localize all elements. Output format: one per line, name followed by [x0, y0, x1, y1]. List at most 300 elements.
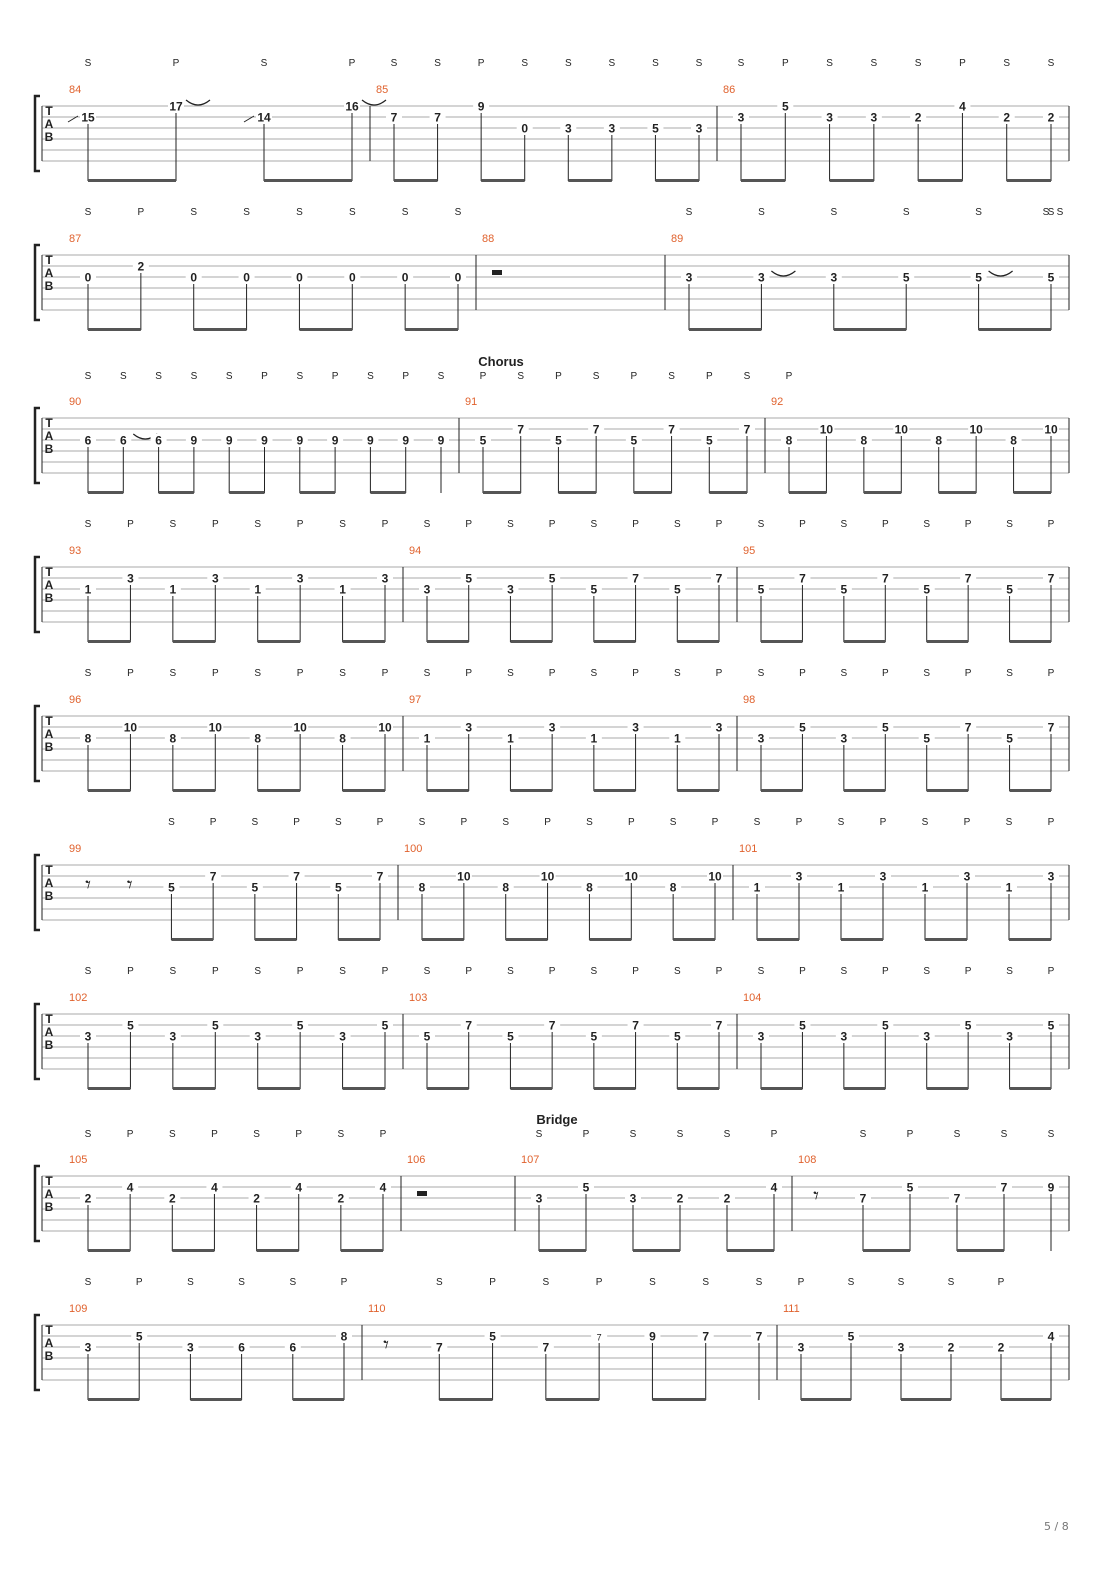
technique-mark: S	[84, 1277, 92, 1288]
measure-number: 85	[376, 84, 389, 96]
technique-mark: S	[629, 1129, 637, 1140]
fret-number: 3	[963, 869, 971, 884]
beam	[927, 640, 968, 643]
technique-mark: S	[168, 817, 175, 828]
measure-number: 86	[723, 84, 736, 96]
fret-number: 5	[590, 582, 598, 597]
technique-mark: S	[1006, 966, 1013, 977]
tab-system	[35, 58, 1069, 182]
measure-number: 105	[69, 1154, 88, 1166]
technique-mark: S	[401, 207, 409, 218]
fret-number: 8	[339, 731, 346, 746]
technique-mark: P	[799, 668, 806, 679]
technique-mark: S	[673, 668, 681, 679]
fret-number: 3	[84, 1029, 92, 1044]
technique-mark: P	[137, 207, 145, 218]
technique-mark: P	[632, 519, 639, 530]
fret-number: 9	[190, 433, 198, 448]
technique-mark: S	[435, 1277, 443, 1288]
technique-mark: S	[190, 207, 198, 218]
fret-number: 5	[465, 571, 473, 586]
measure-number: 111	[783, 1303, 800, 1315]
fret-number: 10	[378, 720, 392, 735]
technique-mark: S	[517, 371, 525, 382]
fret-number: 5	[135, 1329, 143, 1344]
technique-mark: S	[434, 58, 441, 69]
beam	[173, 1087, 215, 1090]
technique-mark: P	[632, 966, 639, 977]
technique-mark: P	[715, 966, 723, 977]
technique-mark: S	[454, 207, 462, 218]
beam	[568, 179, 612, 182]
beam	[761, 789, 802, 792]
system-bracket	[35, 557, 40, 632]
beam	[1009, 938, 1051, 941]
beam	[427, 1087, 469, 1090]
fret-number: 3	[127, 571, 134, 586]
section-label: Chorus	[478, 354, 524, 369]
technique-mark: P	[126, 1129, 134, 1140]
fret-number: 5	[673, 1029, 681, 1044]
technique-mark: S	[753, 817, 761, 828]
fret-number: 5	[423, 1029, 431, 1044]
technique-mark: S	[826, 58, 833, 69]
fret-number: 5	[975, 270, 982, 285]
fret-number: 3	[695, 121, 703, 136]
technique-mark: S	[168, 1129, 176, 1140]
tie-arc	[989, 271, 1013, 276]
fret-number: 6	[119, 433, 127, 448]
beam	[863, 1249, 910, 1252]
fret-number: 3	[826, 110, 833, 125]
fret-number: 7	[632, 1018, 639, 1033]
fret-number: 3	[465, 720, 473, 735]
technique-mark: S	[921, 817, 929, 828]
fret-number: 5	[799, 1018, 806, 1033]
tab-clef-letter: A	[44, 117, 54, 131]
fret-number: 5	[906, 1180, 914, 1195]
tab-clef-letter: T	[45, 1323, 53, 1337]
beam	[830, 179, 874, 182]
technique-mark: P	[296, 966, 304, 977]
beam	[655, 179, 699, 182]
beam	[633, 1249, 680, 1252]
technique-mark: S	[695, 58, 703, 69]
beam	[925, 938, 967, 941]
fret-number: 5	[673, 582, 681, 597]
tie-arc	[771, 271, 795, 276]
fret-number: 3	[187, 1340, 194, 1355]
technique-mark: S	[669, 817, 677, 828]
fret-number: 7	[1047, 571, 1055, 586]
fret-number: 3	[632, 720, 639, 735]
measure-number: 98	[743, 694, 756, 706]
fret-number: 1	[169, 582, 177, 597]
beam	[801, 1398, 851, 1401]
fret-number: 5	[1006, 731, 1013, 746]
technique-mark: P	[548, 966, 556, 977]
beam	[927, 1087, 968, 1090]
fret-number: 10	[819, 422, 834, 437]
beam	[673, 938, 715, 941]
measure-number: 100	[404, 843, 423, 855]
technique-mark: P	[1047, 668, 1055, 679]
beam	[88, 179, 176, 182]
fret-number: 7	[715, 1018, 723, 1033]
fret-number: 4	[379, 1180, 387, 1195]
fret-number: 4	[959, 99, 966, 114]
beam	[1007, 179, 1051, 182]
technique-mark: P	[595, 1277, 603, 1288]
technique-mark: P	[881, 966, 889, 977]
system-bracket	[35, 706, 40, 781]
technique-mark: S	[1000, 1129, 1008, 1140]
whole-rest	[417, 1191, 427, 1196]
technique-mark: S	[590, 668, 598, 679]
technique-mark: P	[489, 1277, 496, 1288]
technique-mark: S	[1005, 817, 1013, 828]
technique-mark: P	[340, 1277, 348, 1288]
eighth-rest: 𝄾	[813, 1183, 819, 1208]
tab-system	[35, 354, 1069, 494]
fret-number: 3	[507, 582, 514, 597]
fret-number: 7	[548, 1018, 556, 1033]
fret-number: 7	[465, 1018, 473, 1033]
beam	[510, 640, 552, 643]
measure-number: 110	[368, 1303, 386, 1315]
fret-number: 10	[708, 869, 722, 884]
fret-number: 5	[630, 433, 638, 448]
technique-mark: S	[84, 966, 92, 977]
fret-number: 4	[1047, 1329, 1055, 1344]
tab-clef-letter: T	[45, 1174, 53, 1188]
tab-clef-letter: A	[44, 876, 54, 890]
technique-mark: S	[923, 519, 931, 530]
technique-mark: S	[897, 1277, 905, 1288]
technique-mark: P	[477, 58, 485, 69]
tab-clef-letter: A	[44, 578, 54, 592]
tie-arc	[186, 100, 210, 105]
beam	[173, 789, 215, 792]
technique-mark: P	[296, 519, 304, 530]
fret-number: 1	[753, 880, 761, 895]
fret-number: 1	[507, 731, 514, 746]
fret-number: 3	[870, 110, 878, 125]
technique-mark: S	[119, 371, 127, 382]
fret-number: 3	[715, 720, 723, 735]
fret-number: 3	[169, 1029, 177, 1044]
fret-number: 7	[1047, 720, 1055, 735]
fret-number: 5	[555, 433, 562, 448]
technique-mark: S	[296, 371, 304, 382]
fret-number: 4	[770, 1180, 778, 1195]
fret-number: 1	[84, 582, 92, 597]
fret-number: 9	[261, 433, 268, 448]
beam	[709, 491, 747, 494]
fret-number: 7	[1000, 1180, 1008, 1195]
beam	[427, 789, 469, 792]
technique-mark: P	[632, 668, 639, 679]
technique-mark: P	[127, 519, 134, 530]
technique-mark: S	[590, 519, 598, 530]
technique-mark: P	[548, 668, 556, 679]
fret-number: 3	[548, 720, 556, 735]
fret-number: 7	[881, 571, 889, 586]
technique-mark: S	[507, 519, 514, 530]
fret-number: 5	[507, 1029, 514, 1044]
fret-number: 7	[859, 1191, 867, 1206]
technique-mark: P	[379, 1129, 387, 1140]
technique-mark: P	[460, 817, 468, 828]
fret-number: 3	[840, 731, 848, 746]
beam	[844, 1087, 885, 1090]
fret-number: 8	[586, 880, 593, 895]
technique-mark: P	[797, 1277, 805, 1288]
beam	[1014, 491, 1051, 494]
technique-mark: P	[627, 817, 635, 828]
fret-number: 5	[251, 880, 259, 895]
fret-number: 2	[997, 1340, 1005, 1355]
eighth-rest: 𝄾	[383, 1332, 389, 1357]
technique-mark: P	[296, 668, 304, 679]
fret-number: 0	[454, 270, 462, 285]
measure-number: 95	[743, 545, 756, 557]
measure-number: 84	[69, 84, 82, 96]
fret-number: 8	[669, 880, 677, 895]
fret-number: 5	[840, 582, 848, 597]
technique-mark: S	[668, 371, 675, 382]
fret-number: 10	[894, 422, 908, 437]
whole-rest	[492, 270, 502, 275]
beam	[918, 179, 962, 182]
fret-number: 3	[923, 1029, 931, 1044]
technique-mark: S	[521, 58, 529, 69]
technique-mark: P	[963, 817, 971, 828]
fret-number: 5	[548, 571, 556, 586]
fret-number: 5	[590, 1029, 598, 1044]
fret-number: 7	[390, 110, 398, 125]
beam	[546, 1398, 599, 1401]
fret-number: 3	[629, 1191, 637, 1206]
technique-mark: S	[535, 1129, 543, 1140]
tab-clef-letter: A	[44, 1336, 54, 1350]
fret-number: 4	[295, 1180, 303, 1195]
fret-number: 0	[84, 270, 92, 285]
system-bracket	[35, 408, 40, 483]
technique-mark: P	[211, 1129, 218, 1140]
fret-number: 10	[969, 422, 983, 437]
technique-mark: S	[1056, 207, 1064, 218]
measure-number: 94	[409, 545, 422, 557]
beam	[634, 491, 672, 494]
technique-mark: P	[381, 966, 389, 977]
technique-mark: P	[997, 1277, 1005, 1288]
fret-number: 8	[169, 731, 177, 746]
measure-number: 92	[771, 396, 784, 408]
beam	[594, 789, 636, 792]
technique-mark: P	[544, 817, 551, 828]
technique-mark: S	[649, 1277, 656, 1288]
tab-clef-letter: A	[44, 266, 54, 280]
fret-number: 9	[296, 433, 304, 448]
technique-mark: P	[879, 817, 887, 828]
technique-mark: S	[339, 519, 346, 530]
fret-number: 4	[126, 1180, 134, 1195]
tab-system	[35, 1277, 1069, 1401]
fret-number: 3	[381, 571, 389, 586]
fret-number: 2	[947, 1340, 955, 1355]
technique-mark: S	[1003, 58, 1011, 69]
tab-clef-letter: B	[44, 740, 54, 754]
tab-clef-letter: T	[45, 1012, 53, 1026]
technique-mark: P	[135, 1277, 143, 1288]
beam	[677, 640, 719, 643]
beam	[439, 1398, 492, 1401]
fret-number: 9	[331, 433, 339, 448]
technique-mark: P	[1047, 817, 1055, 828]
beam	[405, 328, 458, 331]
beam	[229, 491, 264, 494]
technique-mark: S	[169, 668, 177, 679]
tab-system	[35, 817, 1069, 941]
system-bracket	[35, 245, 40, 320]
fret-number: 3	[84, 1340, 92, 1355]
beam	[343, 1087, 385, 1090]
technique-mark: S	[334, 817, 342, 828]
measure-number: 96	[69, 694, 82, 706]
fret-number: 5	[881, 1018, 889, 1033]
technique-mark: S	[757, 966, 765, 977]
technique-mark: S	[225, 371, 233, 382]
tab-clef-letter: T	[45, 253, 53, 267]
measure-number: 97	[409, 694, 422, 706]
technique-mark: P	[465, 519, 473, 530]
technique-mark: S	[608, 58, 616, 69]
beam	[789, 491, 826, 494]
technique-mark: S	[423, 966, 431, 977]
technique-mark: S	[289, 1277, 297, 1288]
beam	[652, 1398, 705, 1401]
fret-number: 3	[608, 121, 616, 136]
beam	[293, 1398, 344, 1401]
fret-number: 7	[632, 571, 639, 586]
fret-number: 7	[953, 1191, 961, 1206]
fret-number: 5	[799, 720, 806, 735]
fret-number: 17	[169, 99, 183, 114]
tab-clef-letter: B	[44, 130, 54, 144]
tab-system	[35, 519, 1069, 643]
technique-mark: S	[1047, 58, 1055, 69]
technique-mark: S	[339, 966, 346, 977]
technique-mark: S	[902, 207, 910, 218]
technique-mark: P	[381, 519, 389, 530]
technique-mark: P	[465, 668, 473, 679]
fret-number: 5	[381, 1018, 389, 1033]
technique-mark: S	[673, 519, 681, 530]
technique-mark: S	[296, 207, 303, 218]
beam	[159, 491, 194, 494]
beam	[1010, 640, 1051, 643]
beam	[427, 640, 469, 643]
technique-mark: P	[548, 519, 556, 530]
fret-number: 5	[168, 880, 175, 895]
technique-mark: P	[293, 817, 300, 828]
technique-mark: S	[437, 371, 445, 382]
fret-number: 3	[423, 582, 431, 597]
fret-number: 5	[964, 1018, 972, 1033]
technique-mark: P	[906, 1129, 914, 1140]
fret-number: 8	[418, 880, 426, 895]
beam	[338, 938, 380, 941]
fret-number: 0	[296, 270, 303, 285]
fret-number: 10	[540, 869, 555, 884]
beam	[88, 1249, 130, 1252]
technique-mark: S	[975, 207, 982, 218]
fret-number: 5	[705, 433, 713, 448]
beam	[510, 789, 552, 792]
technique-mark: S	[953, 1129, 961, 1140]
beam	[258, 640, 300, 643]
beam	[689, 328, 761, 331]
technique-mark: S	[423, 519, 431, 530]
beam	[558, 491, 596, 494]
technique-mark: S	[923, 966, 931, 977]
technique-mark: S	[840, 966, 848, 977]
fret-number: 2	[914, 110, 922, 125]
technique-mark: S	[507, 668, 514, 679]
fret-number: 3	[830, 270, 838, 285]
technique-mark: P	[376, 817, 384, 828]
fret-number: 10	[208, 720, 222, 735]
beam	[264, 179, 352, 182]
measure-number: 102	[69, 992, 88, 1004]
fret-number: 8	[84, 731, 92, 746]
technique-mark: S	[737, 58, 745, 69]
technique-mark: S	[757, 668, 765, 679]
system-bracket	[35, 855, 40, 930]
fret-number: 1	[254, 582, 262, 597]
tab-system	[35, 668, 1069, 792]
beam	[88, 491, 123, 494]
fret-number: 9	[1047, 1180, 1055, 1195]
fret-number: 1	[339, 582, 346, 597]
technique-mark: S	[337, 1129, 345, 1140]
fret-number: 9	[437, 433, 445, 448]
fret-number: 3	[757, 1029, 765, 1044]
fret-number: 7	[435, 1340, 443, 1355]
fret-number: 3	[879, 869, 887, 884]
fret-number: 10	[624, 869, 638, 884]
fret-number: 7	[542, 1340, 550, 1355]
measure-number: 104	[743, 992, 762, 1004]
technique-mark: S	[1047, 1129, 1055, 1140]
fret-number: 4	[211, 1180, 218, 1195]
fret-number: 5	[582, 1180, 590, 1195]
fret-number: 3	[1047, 869, 1055, 884]
fret-number: 3	[758, 270, 765, 285]
fret-number: 16	[345, 99, 359, 114]
technique-mark: S	[84, 1129, 92, 1140]
technique-mark: S	[870, 58, 878, 69]
fret-number: 1	[1005, 880, 1013, 895]
beam	[761, 1087, 802, 1090]
fret-number: 2	[337, 1191, 345, 1206]
technique-mark: S	[1006, 519, 1013, 530]
fret-number: 0	[521, 121, 529, 136]
technique-mark: S	[652, 58, 659, 69]
technique-mark: P	[1047, 519, 1055, 530]
tab-clef-letter: B	[44, 591, 54, 605]
